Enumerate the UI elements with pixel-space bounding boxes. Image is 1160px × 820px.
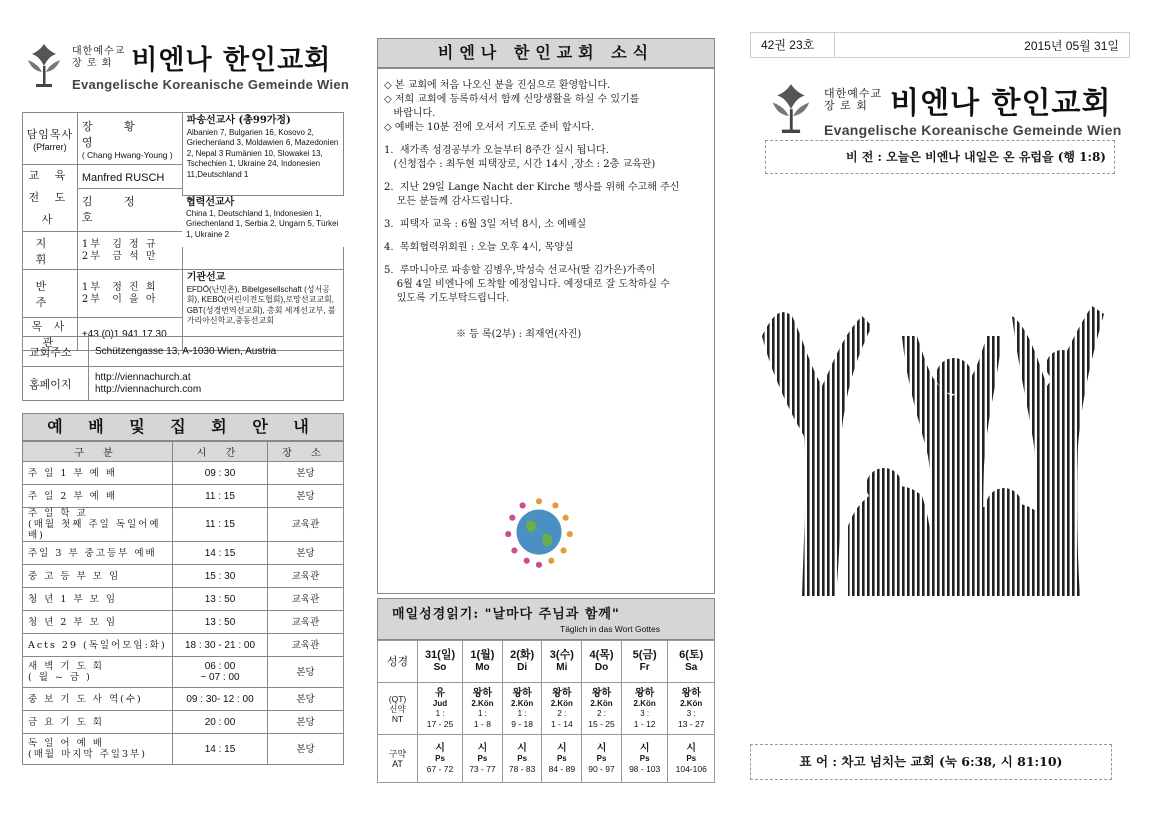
service-place: 교육관	[268, 611, 344, 634]
reading-nt-cell	[502, 683, 542, 735]
services-table	[22, 441, 344, 765]
services-header-place: 장 소	[268, 442, 344, 462]
reading-day-cell	[418, 641, 463, 683]
reading-verses: 17 - 25	[426, 718, 454, 729]
reading-book-de: 2.Kön	[590, 698, 613, 708]
staff-role-conductor	[23, 232, 78, 270]
conductor-role-label: 지 휘	[35, 236, 65, 266]
missions-coop-text: China 1, Deutschland 1, Indonesien 1, Griechenland 1, Serbia 2, Ungarn 5, Türkei 1, Ukraine 2	[186, 208, 339, 239]
reading-chapter: 3 :	[686, 708, 696, 718]
reading-day-date: 1(월)	[470, 649, 495, 661]
service-row	[23, 611, 344, 634]
service-time: 14 : 15	[173, 734, 268, 765]
staff-name-pastor	[77, 113, 182, 165]
reading-book-de: 2.Kön	[680, 698, 703, 708]
welcome-line: ◇ 본 교회에 처음 나오신 분을 진심으로 환영합니다.	[384, 80, 611, 91]
staff-name-accompanist: 1부 정 진 희 2부 이 을 아	[77, 270, 182, 318]
reading-book-kr: 왕하	[635, 687, 655, 699]
service-time: 14 : 15	[173, 542, 268, 565]
staff-name-evangelist	[77, 165, 182, 232]
reading-verses: 1 - 8	[473, 718, 491, 729]
reading-book-de: Ps	[556, 753, 567, 763]
reading-nt-cell	[621, 683, 668, 735]
reading-day-cell	[668, 641, 715, 683]
reading-book-de: Ps	[517, 753, 528, 763]
service-time: 20 : 00	[173, 711, 268, 734]
service-place: 교육관	[268, 588, 344, 611]
website-label: 홈페이지	[23, 367, 89, 401]
logo-denomination-line2: 장 로 회	[72, 57, 113, 69]
news-items	[384, 144, 708, 306]
service-row	[23, 711, 344, 734]
reading-verses: 84 - 89	[548, 763, 576, 774]
vision-box	[765, 140, 1115, 174]
reading-book-kr: 왕하	[552, 687, 572, 699]
missions-org-text: EFDÖ(난민촌), Bibelgesellschaft (성서공회), KEBÖ(어린이전도협회),로망선교교회, GBT(성경번역선교회), 총회 세계선교부, 불가리아신학교,중동선교회	[186, 284, 336, 325]
staff-role-pastor	[23, 113, 78, 165]
staff-name-conductor: 1부 김 정 규 2부 금 석 만	[77, 232, 182, 270]
reading-day-date: 4(목)	[589, 649, 614, 661]
vision-text: 비 전 : 오늘은 비엔나 내일은 온 유럽을 (행 1:8)	[846, 150, 1106, 164]
reading-day-german: Sa	[685, 662, 698, 673]
reading-book-de: Ps	[686, 753, 697, 763]
welcome-list	[384, 79, 708, 135]
reading-verses: 73 - 77	[469, 763, 496, 774]
reading-verses: 104-106	[675, 763, 707, 774]
address-label: 교회주소	[23, 337, 89, 367]
reading-book-de: Jud	[432, 698, 448, 708]
reading-nt-cell	[418, 683, 463, 735]
staff-office-phone: +43 (0)1 941 17 30	[77, 318, 182, 351]
service-time: 15 : 30	[173, 565, 268, 588]
reading-title: 매일성경읽기: "날마다 주님과 함께"	[392, 607, 620, 622]
service-place: 교육관	[268, 565, 344, 588]
reading-days-row	[378, 641, 715, 683]
service-row	[23, 565, 344, 588]
reading-nt-cell	[463, 683, 503, 735]
reading-verses: 9 - 18	[511, 718, 533, 729]
reading-book-kr: 왕하	[681, 687, 701, 699]
reading-book-de: Ps	[477, 753, 488, 763]
service-place: 교육관	[268, 634, 344, 657]
service-time: 09 : 30- 12 : 00	[173, 688, 268, 711]
news-title: 비엔나 한인교회 소식	[377, 38, 715, 68]
pastor-name-en: ( Chang Hwang-Young )	[81, 149, 173, 160]
reading-day-date: 2(화)	[510, 649, 535, 661]
service-name: 주 일 2 부 예 배	[23, 485, 173, 508]
issue-volume: 42권 23호	[751, 33, 835, 57]
registration-note: ※ 등 록(2부) : 최재연(자진)	[456, 329, 582, 340]
missions-coop-title: 협력선교사	[186, 197, 235, 208]
reading-ot-cell	[582, 735, 622, 783]
reading-day-date: 3(수)	[549, 649, 574, 661]
reading-day-german: Do	[594, 662, 609, 673]
service-row	[23, 542, 344, 565]
reading-book-de: 2.Kön	[550, 698, 573, 708]
reading-ot-cell	[621, 735, 668, 783]
service-row	[23, 508, 344, 542]
reading-verses: 67 - 72	[426, 763, 454, 774]
evangelist-name-1: Manfred RUSCH	[78, 168, 182, 189]
reading-day-german: Fr	[639, 662, 650, 673]
services-header-time: 시 간	[173, 442, 268, 462]
reading-day-date: 31(일)	[424, 649, 456, 661]
service-time: 18 : 30 - 21 : 00	[173, 634, 268, 657]
reading-verses: 78 - 83	[508, 763, 536, 774]
worship-woodcut-illustration	[752, 296, 1132, 616]
issue-date: 2015년 05월 31일	[1024, 38, 1119, 53]
reading-day-date: 6(토)	[679, 649, 704, 661]
reading-ot-cell	[463, 735, 503, 783]
reading-ot-cell	[668, 735, 715, 783]
services-title: 예 배 및 집 회 안 내	[22, 413, 344, 441]
reading-book-kr: 왕하	[472, 687, 493, 699]
service-name: 새 벽 기 도 회 ( 월 ~ 금 )	[23, 657, 173, 688]
service-place: 본당	[268, 485, 344, 508]
reading-chapter: 1 :	[435, 708, 445, 718]
evangelist-role-label: 교 육 전 도 사	[28, 169, 72, 226]
reading-header	[377, 598, 715, 640]
reading-book-kr: 시	[596, 742, 607, 754]
news-item: 3. 피택자 교육 : 6월 3일 저녁 8시, 소 예배실	[384, 219, 587, 230]
church-logo-left	[22, 38, 349, 92]
reading-verses: 1 - 12	[633, 718, 656, 729]
church-logo-right	[766, 78, 1122, 138]
reading-book-kr: 시	[686, 742, 697, 754]
reading-chapter: 3 :	[640, 708, 650, 718]
service-name: 중 보 기 도 사 역(수)	[23, 688, 173, 711]
welcome-line: ◇ 예배는 10분 전에 오셔서 기도로 준비 합시다.	[384, 122, 595, 133]
service-name: 독 일 어 예 배 (매월 마지막 주일3부)	[23, 734, 173, 765]
logo-title-korean: 비엔나 한인교회	[890, 86, 1112, 121]
address-value: Schützengasse 13, A-1030 Wien, Austria	[89, 337, 344, 367]
reading-day-cell	[463, 641, 503, 683]
news-item: 5. 루마니아로 파송할 김병우,박성숙 선교사(딸 김가은)가족이 6월 4일 비엔나에 도착할 예정입니다. 예정대로 잘 도착하실 수 있도록 기도부탁드립니다.	[384, 265, 670, 304]
reading-row-label: 성경	[378, 641, 418, 683]
motto-text: 표 어 : 차고 넘치는 교회 (눅 6:38, 시 81:10)	[799, 754, 1063, 769]
missionaries-sent-text: Albanien 7, Bulgarien 16, Kosovo 2, Griechenland 3, Moldawien 6, Mazedonien 2, Nepal 3 Rumänien 10, Slowakei 13, Tschechien 1, Ukraine 24, Indonesien 11,Deutschland 1	[186, 127, 339, 179]
website-link-com[interactable]: http://viennachurch.com	[95, 383, 202, 395]
reading-row-label: 구약 AT	[378, 735, 418, 783]
reading-book-kr: 왕하	[512, 687, 532, 699]
reading-chapter: 1 :	[477, 708, 487, 718]
logo-denomination-line1: 대한예수교	[824, 87, 883, 100]
service-row	[23, 734, 344, 765]
reading-book-kr: 유	[435, 687, 445, 699]
logo-title-korean: 비엔나 한인교회	[131, 45, 332, 76]
pastor-role-label: 담임목사	[26, 127, 74, 141]
reading-day-cell	[582, 641, 622, 683]
service-time: 09 : 30	[173, 462, 268, 485]
service-time: 13 : 50	[173, 588, 268, 611]
news-item: 1. 새가족 성경공부가 오늘부터 8주간 실시 됩니다. (신청접수 : 최두현 피택장로, 시간 14시 ,장소 : 2층 교육관)	[384, 145, 656, 170]
reading-book-de: 2.Kön	[633, 698, 656, 708]
reading-day-cell	[542, 641, 582, 683]
news-item: 2. 지난 29일 Lange Nacht der Kirche 행사를 위해 수고해 주신 모든 분들께 감사드립니다.	[384, 182, 680, 207]
reading-nt-cell	[582, 683, 622, 735]
service-name: 금 요 기 도 회	[23, 711, 173, 734]
reading-verses: 90 - 97	[588, 763, 615, 774]
reading-chapter: 2 :	[597, 708, 606, 718]
reading-chapter: 2 :	[557, 708, 567, 718]
accompanist-role-label: 반 주	[35, 279, 65, 309]
reading-nt-cell	[668, 683, 715, 735]
reading-row-label: (QT) 신약 NT	[378, 683, 418, 735]
missionaries-sent-title: 파송선교사 (총99가정)	[186, 115, 291, 126]
address-table	[22, 336, 344, 401]
reading-book-de: 2.Kön	[471, 698, 494, 708]
issue-header	[750, 32, 1130, 58]
reading-verses: 13 - 27	[677, 718, 705, 729]
globe-people-icon	[498, 489, 580, 571]
reading-table	[377, 640, 715, 783]
news-item: 4. 목회협력위회원 : 오늘 오후 4시, 목양실	[384, 242, 574, 253]
service-place: 본당	[268, 711, 344, 734]
logo-denomination-line2: 장 로 회	[824, 99, 868, 112]
reading-day-date: 5(금)	[632, 649, 657, 661]
service-place: 본당	[268, 657, 344, 688]
reading-verses: 98 - 103	[629, 763, 661, 774]
service-row	[23, 688, 344, 711]
service-name: 주 일 학 교 (매월 첫째 주일 독일어예배)	[23, 508, 173, 542]
reading-ot-row	[378, 735, 715, 783]
news-box	[377, 68, 715, 594]
service-place: 교육관	[268, 508, 344, 542]
staff-role-accompanist	[23, 270, 78, 318]
reading-book-de: Ps	[596, 753, 607, 763]
service-time: 06 : 00 ~ 07 : 00	[173, 657, 268, 688]
reading-day-german: So	[433, 662, 447, 673]
reading-day-german: Mi	[556, 662, 568, 673]
staff-role-evangelist	[23, 165, 78, 232]
service-name: Acts 29 (독일어모임:화)	[23, 634, 173, 657]
reading-book-kr: 왕하	[591, 687, 612, 699]
reading-book-kr: 시	[435, 742, 445, 754]
service-place: 본당	[268, 734, 344, 765]
service-place: 본당	[268, 542, 344, 565]
logo-denomination-line1: 대한예수교	[72, 45, 126, 57]
service-row	[23, 657, 344, 688]
service-time: 11 : 15	[173, 508, 268, 542]
reading-book-kr: 시	[639, 742, 650, 754]
pastor-role-german: (Pfarrer)	[33, 141, 67, 152]
reading-nt-row	[378, 683, 715, 735]
services-header-name: 구 분	[23, 442, 173, 462]
service-name: 중 고 등 부 모 임	[23, 565, 173, 588]
reading-book-de: Ps	[639, 753, 650, 763]
reading-book-kr: 시	[557, 742, 567, 754]
reading-book-kr: 시	[517, 742, 527, 754]
office-role-label: 목 사 관	[31, 320, 69, 349]
logo-title-german: Evangelische Koreanische Gemeinde Wien	[824, 122, 1122, 138]
logo-title-german: Evangelische Koreanische Gemeinde Wien	[72, 77, 350, 92]
service-name: 주 일 1 부 예 배	[23, 462, 173, 485]
service-time: 13 : 50	[173, 611, 268, 634]
reading-verses: 1 - 14	[550, 718, 573, 729]
reading-book-de: Ps	[435, 753, 445, 763]
reading-ot-cell	[542, 735, 582, 783]
missions-coop-cell	[182, 195, 344, 247]
website-link-at[interactable]: http://viennachurch.at	[95, 371, 191, 383]
reading-nt-cell	[542, 683, 582, 735]
reading-subtitle: Täglich in das Wort Gottes	[560, 624, 660, 634]
reading-book-kr: 시	[477, 742, 488, 754]
service-name: 주일 3 부 중고등부 예배	[23, 542, 173, 565]
service-row	[23, 462, 344, 485]
reading-book-de: 2.Kön	[511, 698, 534, 708]
service-name: 청 년 1 부 모 임	[23, 588, 173, 611]
reading-verses: 15 - 25	[588, 718, 615, 729]
service-row	[23, 634, 344, 657]
pastor-name: 장 황 영	[81, 119, 149, 149]
reading-chapter: 1 :	[517, 708, 527, 718]
missions-org-title: 기관선교	[186, 272, 226, 283]
evangelist-name-2: 김 정 호	[81, 194, 149, 224]
church-emblem-icon	[22, 40, 66, 90]
reading-day-cell	[621, 641, 668, 683]
reading-ot-cell	[418, 735, 463, 783]
motto-box	[750, 744, 1112, 780]
service-row	[23, 485, 344, 508]
reading-day-cell	[502, 641, 542, 683]
website-links	[89, 367, 344, 401]
church-emblem-icon	[766, 79, 816, 137]
reading-day-german: Di	[517, 662, 528, 673]
reading-day-german: Mo	[475, 662, 490, 673]
welcome-line: ◇ 저희 교회에 등록하셔서 함께 신앙생활을 하실 수 있기를	[384, 94, 640, 105]
reading-ot-cell	[502, 735, 542, 783]
service-place: 본당	[268, 462, 344, 485]
welcome-line: 바랍니다.	[384, 108, 436, 119]
service-row	[23, 588, 344, 611]
service-place: 본당	[268, 688, 344, 711]
service-time: 11 : 15	[173, 485, 268, 508]
service-name: 청 년 2 부 모 임	[23, 611, 173, 634]
